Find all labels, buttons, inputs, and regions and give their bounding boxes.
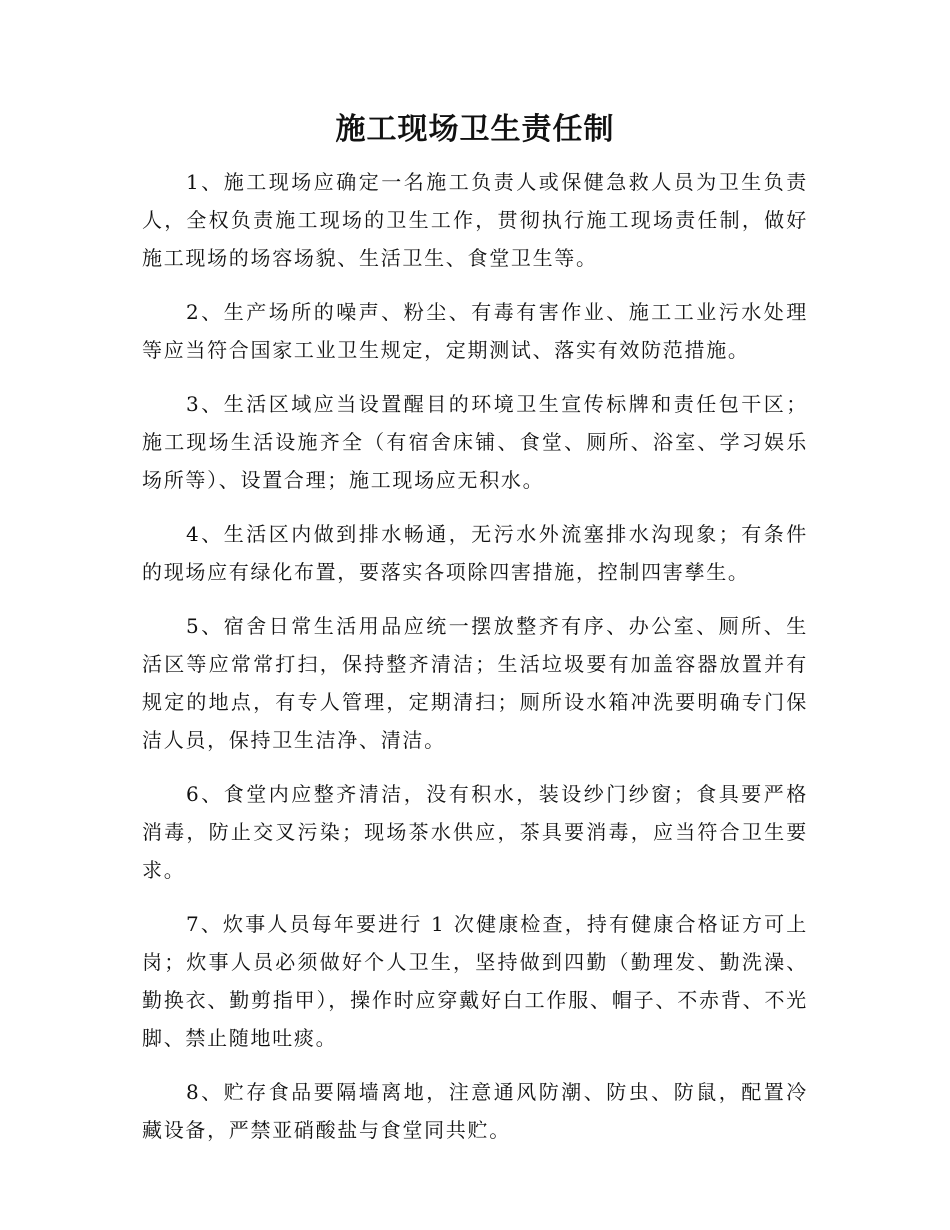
paragraph-4: 4、生活区内做到排水畅通，无污水外流塞排水沟现象；有条件的现场应有绿化布置，要落实各项除四害措施，控制四害孳生。	[142, 522, 808, 584]
paragraph-7: 7、炊事人员每年要进行 1 次健康检查，持有健康合格证方可上岗；炊事人员必须做好个人卫生，坚持做到四勤（勤理发、勤洗澡、勤换衣、勤剪指甲），操作时应穿戴好白工作服、帽子、不赤背、不光脚、禁止随地吐痰。	[142, 912, 808, 1050]
paragraph-1: 1、施工现场应确定一名施工负责人或保健急救人员为卫生负责人，全权负责施工现场的卫生工作，贯彻执行施工现场责任制，做好施工现场的场容场貌、生活卫生、食堂卫生等。	[142, 170, 808, 270]
paragraph-2: 2、生产场所的噪声、粉尘、有毒有害作业、施工工业污水处理等应当符合国家工业卫生规定，定期测试、落实有效防范措施。	[142, 300, 808, 362]
document-body	[142, 163, 808, 1165]
paragraph-5: 5、宿舍日常生活用品应统一摆放整齐有序、办公室、厕所、生活区等应常常打扫，保持整齐清洁；生活垃圾要有加盖容器放置并有规定的地点，有专人管理，定期清扫；厕所设水箱冲洗要明确专门保洁人员，保持卫生洁净、清洁。	[142, 614, 808, 752]
document-title: 施工现场卫生责任制	[335, 112, 615, 147]
paragraph-8: 8、贮存食品要隔墙离地，注意通风防潮、防虫、防鼠，配置冷藏设备，严禁亚硝酸盐与食堂同共贮。	[142, 1080, 808, 1142]
paragraph-3: 3、生活区域应当设置醒目的环境卫生宣传标牌和责任包干区；施工现场生活设施齐全（有宿舍床铺、食堂、厕所、浴室、学习娱乐场所等）、设置合理；施工现场应无积水。	[142, 392, 808, 492]
paragraph-6: 6、食堂内应整齐清洁，没有积水，装设纱门纱窗；食具要严格消毒，防止交叉污染；现场茶水供应，茶具要消毒，应当符合卫生要求。	[142, 782, 808, 882]
